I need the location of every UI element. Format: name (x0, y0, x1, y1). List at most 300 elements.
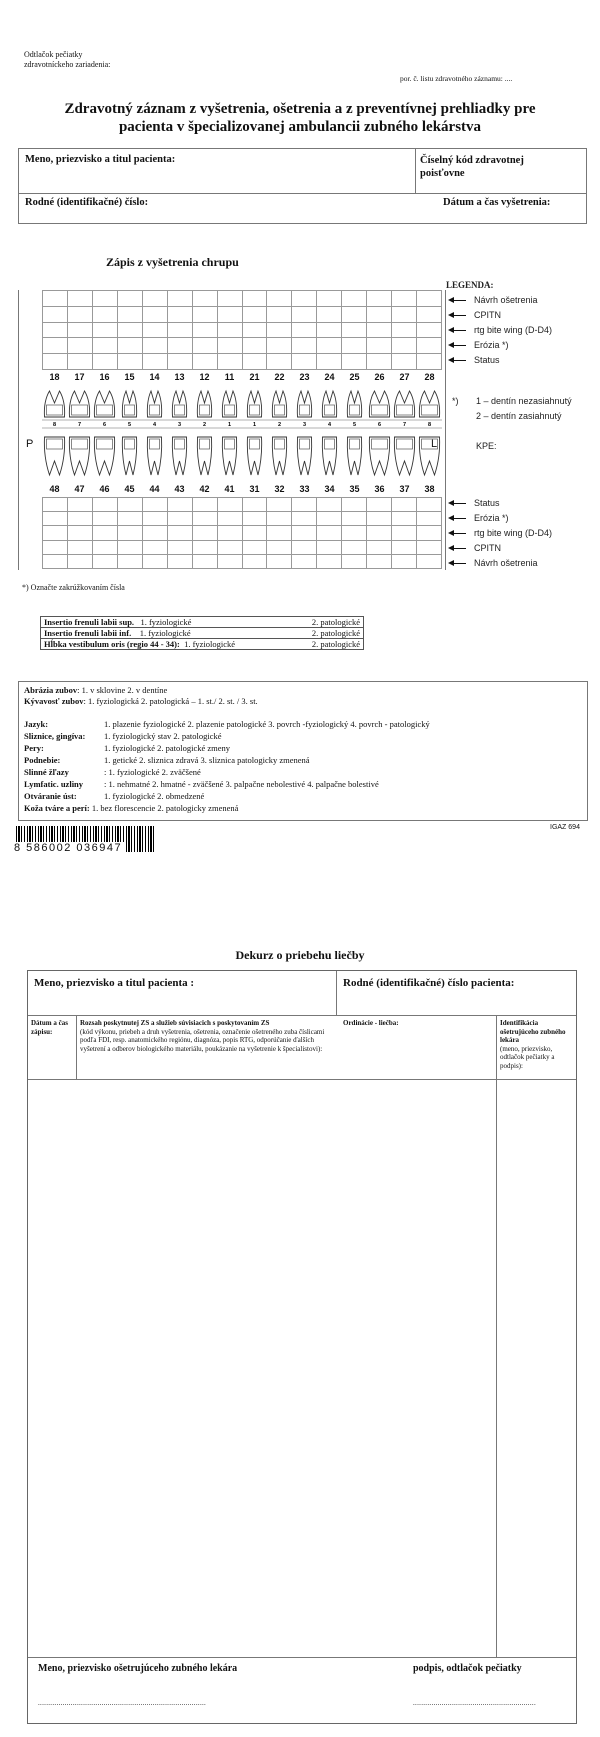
legend-label: Návrh ošetrenia (474, 295, 538, 305)
notation-cell[interactable] (43, 498, 68, 512)
tooth-number[interactable]: 26 (374, 372, 385, 382)
notation-cell[interactable] (292, 306, 317, 322)
notation-cell[interactable] (242, 498, 267, 512)
legend-label: rtg bite wing (D-D4) (474, 325, 553, 335)
tooth-number[interactable]: 45 (124, 484, 135, 494)
notation-cell[interactable] (367, 306, 392, 322)
notation-cell[interactable] (292, 540, 317, 554)
notation-cell[interactable] (167, 512, 192, 526)
tooth-number[interactable]: 13 (174, 372, 185, 382)
birth-number-field[interactable]: Rodné (identifikačné) číslo: (25, 197, 149, 208)
notation-cell[interactable] (392, 338, 417, 354)
notation-cell[interactable] (43, 322, 68, 338)
dekurz-title: Dekurz o priebehu liečby (235, 948, 365, 962)
notation-cell[interactable] (117, 306, 142, 322)
notation-cell[interactable] (192, 512, 217, 526)
notation-cell[interactable] (292, 322, 317, 338)
exam-findings-box (18, 681, 588, 821)
dekurz-name-field[interactable]: Meno, priezvisko a titul pacienta : (34, 977, 195, 989)
legend-item (448, 528, 552, 538)
notation-cell[interactable] (167, 554, 192, 568)
notation-cell[interactable] (292, 512, 317, 526)
notation-cell[interactable] (92, 526, 117, 540)
notation-cell[interactable] (142, 322, 167, 338)
tooth-small-number: 7 (402, 422, 407, 428)
arrow-left-icon (448, 341, 466, 350)
notation-cell[interactable] (292, 338, 317, 354)
notation-cell[interactable] (342, 322, 367, 338)
tooth-small-number: 3 (302, 422, 307, 428)
tooth-number[interactable]: 38 (424, 484, 435, 494)
legend-item (448, 498, 500, 508)
tooth-number[interactable]: 44 (149, 484, 160, 494)
tooth-small-number: 2 (202, 422, 207, 428)
dekurz-entry-area[interactable] (28, 1079, 496, 1657)
notation-cell[interactable] (267, 498, 292, 512)
lower-tooth-numbers (42, 482, 442, 498)
pery-options[interactable]: 1. fyziologické 2. patologické zmeny (104, 743, 231, 753)
notation-cell[interactable] (342, 526, 367, 540)
notation-cell[interactable] (317, 306, 342, 322)
tooth-number[interactable]: 35 (349, 484, 360, 494)
notation-cell[interactable] (292, 554, 317, 568)
notation-cell[interactable] (392, 512, 417, 526)
tooth-number[interactable]: 43 (174, 484, 185, 494)
sliznice-row[interactable] (24, 731, 222, 741)
tooth-small-number: 3 (177, 422, 182, 428)
notation-cell[interactable] (217, 540, 242, 554)
notation-cell[interactable] (92, 322, 117, 338)
tooth-number[interactable]: 41 (224, 484, 235, 494)
tooth-icon (147, 391, 161, 475)
otvaranie-options[interactable]: 1. fyziologické 2. obmedzené (104, 791, 205, 801)
notation-cell[interactable] (117, 526, 142, 540)
tooth-icon (322, 391, 336, 475)
koza-options[interactable]: 1. bez florescencie 2. patologicky zmenená (91, 803, 239, 813)
notation-cell[interactable] (67, 354, 92, 370)
notation-cell[interactable] (92, 554, 117, 568)
tooth-number[interactable]: 24 (324, 372, 335, 382)
notation-cell[interactable] (367, 338, 392, 354)
legend-label: Status (474, 355, 500, 365)
frenulum-sup-label: Insertio frenuli labii sup. (44, 617, 135, 627)
tooth-small-number: 6 (377, 422, 382, 428)
legend-note-1: 1 – dentín nezasiahnutý (476, 396, 572, 406)
notation-cell[interactable] (292, 498, 317, 512)
notation-cell[interactable] (167, 322, 192, 338)
notation-cell[interactable] (342, 291, 367, 307)
legend-label: Erózia *) (474, 340, 509, 350)
frenulum-row[interactable] (41, 617, 364, 628)
dekurz-table (27, 970, 577, 1724)
legend-item (448, 340, 509, 350)
notation-cell[interactable] (43, 554, 68, 568)
legend-item (448, 355, 500, 365)
notation-cell[interactable] (367, 554, 392, 568)
notation-cell[interactable] (417, 306, 442, 322)
notation-cell[interactable] (242, 306, 267, 322)
notation-cell[interactable] (392, 354, 417, 370)
notation-cell[interactable] (167, 354, 192, 370)
notation-cell[interactable] (392, 498, 417, 512)
notation-cell[interactable] (217, 526, 242, 540)
notation-cell[interactable] (142, 306, 167, 322)
tooth-number[interactable]: 25 (349, 372, 360, 382)
notation-cell[interactable] (242, 540, 267, 554)
notation-cell[interactable] (417, 338, 442, 354)
notation-cell[interactable] (367, 498, 392, 512)
tooth-small-number: 7 (77, 422, 82, 428)
notation-cell[interactable] (417, 540, 442, 554)
notation-cell[interactable] (217, 306, 242, 322)
notation-cell[interactable] (267, 322, 292, 338)
tooth-number[interactable]: 31 (249, 484, 260, 494)
notation-cell[interactable] (242, 322, 267, 338)
notation-cell[interactable] (367, 512, 392, 526)
sliznice-options[interactable]: 1. fyziologický stav 2. patologické (104, 731, 222, 741)
col-date-header: Dátum a čas zápisu: (31, 1019, 68, 1036)
tooth-icon (247, 391, 261, 475)
notation-cell[interactable] (242, 512, 267, 526)
arrow-left-icon (448, 559, 466, 568)
notation-cell[interactable] (317, 291, 342, 307)
notation-cell[interactable] (117, 354, 142, 370)
notation-cell[interactable] (92, 291, 117, 307)
notation-cell[interactable] (192, 540, 217, 554)
legend-label: Návrh ošetrenia (474, 558, 538, 568)
notation-cell[interactable] (217, 512, 242, 526)
notation-cell[interactable] (242, 554, 267, 568)
col-scope-header (80, 1019, 325, 1053)
notation-cell[interactable] (317, 498, 342, 512)
notation-cell[interactable] (417, 291, 442, 307)
notation-cell[interactable] (67, 322, 92, 338)
notation-cell[interactable] (92, 498, 117, 512)
notation-cell[interactable] (117, 540, 142, 554)
notation-cell[interactable] (167, 306, 192, 322)
kyvavost-options[interactable]: : 1. fyziologická 2. patologická – 1. st./ 2. st. / 3. st. (83, 696, 258, 706)
notation-cell[interactable] (267, 354, 292, 370)
notation-cell[interactable] (292, 354, 317, 370)
footnote: *) Označte zakrúžkovaním čísla (22, 583, 125, 592)
notation-cell[interactable] (392, 526, 417, 540)
notation-cell[interactable] (192, 306, 217, 322)
notation-cell[interactable] (142, 540, 167, 554)
notation-cell[interactable] (117, 554, 142, 568)
kyvavost-row[interactable] (24, 696, 258, 706)
notation-cell[interactable] (417, 498, 442, 512)
frenulum-row[interactable] (41, 639, 364, 650)
notation-cell[interactable] (142, 338, 167, 354)
tooth-number[interactable]: 47 (74, 484, 85, 494)
frenulum-inf-opt1[interactable]: 1. fyziologické (139, 628, 191, 638)
notation-cell[interactable] (242, 338, 267, 354)
notation-cell[interactable] (342, 540, 367, 554)
tooth-icon (347, 391, 361, 475)
slinne-row[interactable] (24, 767, 201, 777)
notation-cell[interactable] (92, 338, 117, 354)
notation-cell[interactable] (267, 306, 292, 322)
tooth-number[interactable]: 17 (74, 372, 85, 382)
notation-cell[interactable] (192, 526, 217, 540)
notation-cell[interactable] (67, 540, 92, 554)
notation-cell[interactable] (167, 526, 192, 540)
notation-cell[interactable] (367, 354, 392, 370)
notation-cell[interactable] (43, 512, 68, 526)
barcode-number: 8 586002 036947 (14, 842, 123, 854)
koza-label: Koža tváre a perí: (24, 803, 90, 813)
notation-cell[interactable] (367, 540, 392, 554)
legend-label: Erózia *) (474, 513, 509, 523)
frenulum-sup-opt2[interactable]: 2. patologické (311, 617, 360, 627)
notation-cell[interactable] (92, 354, 117, 370)
tooth-number[interactable]: 33 (299, 484, 310, 494)
notation-cell[interactable] (43, 291, 68, 307)
notation-cell[interactable] (217, 554, 242, 568)
legend-label: CPITN (474, 310, 501, 320)
otvaranie-row[interactable] (24, 791, 204, 801)
frenulum-sup-opt1[interactable]: 1. fyziologické (140, 617, 192, 627)
notation-cell[interactable] (342, 338, 367, 354)
notation-cell[interactable] (192, 291, 217, 307)
doctor-name-line[interactable]: .................................................................................. (38, 1699, 207, 1707)
notation-cell[interactable] (117, 291, 142, 307)
notation-cell[interactable] (267, 338, 292, 354)
notation-cell[interactable] (117, 338, 142, 354)
arrow-left-icon (448, 499, 466, 508)
notation-cell[interactable] (92, 540, 117, 554)
notation-cell[interactable] (192, 498, 217, 512)
tooth-number[interactable]: 32 (274, 484, 285, 494)
tooth-icon (172, 391, 186, 475)
tooth-icon (94, 391, 114, 475)
notation-cell[interactable] (217, 291, 242, 307)
notation-cell[interactable] (317, 540, 342, 554)
notation-cell[interactable] (392, 540, 417, 554)
tooth-number[interactable]: 22 (274, 372, 285, 382)
col-doctor-title: Identifikácia ošetrujúceho zubného lekára (500, 1019, 566, 1044)
notation-cell[interactable] (43, 338, 68, 354)
notation-cell[interactable] (342, 554, 367, 568)
dekurz-doctor-area[interactable] (497, 1079, 576, 1657)
frenulum-inf-label: Insertio frenuli labii inf. (44, 628, 132, 638)
notation-cell[interactable] (342, 354, 367, 370)
tooth-number[interactable]: 28 (424, 372, 435, 382)
notation-cell[interactable] (117, 498, 142, 512)
lower-notation-grid[interactable] (42, 497, 442, 569)
patient-name-field[interactable]: Meno, priezvisko a titul pacienta: (25, 154, 176, 165)
tooth-number[interactable]: 14 (149, 372, 160, 382)
notation-cell[interactable] (417, 554, 442, 568)
legend-note-2: 2 – dentín zasiahnutý (476, 411, 562, 421)
slinne-options[interactable]: : 1. fyziologické 2. zväčšené (104, 767, 201, 777)
notation-cell[interactable] (167, 338, 192, 354)
tooth-number[interactable]: 23 (299, 372, 310, 382)
tooth-number[interactable]: 16 (99, 372, 110, 382)
notation-cell[interactable] (192, 322, 217, 338)
stamp-label (24, 50, 110, 70)
notation-cell[interactable] (317, 322, 342, 338)
col-scope-text: (kód výkonu, priebeh a druh vyšetrenia, ošetrenia, označenie ošetreného zuba číslicami podľa FDI, resp. anatomického regiónu, diagnóza, popis RTG, odporúčanie ďalších vyšetrení a odberov biologického materiálu, poukázanie na vyšetrenie k špecialistovi): (80, 1027, 325, 1053)
podnebie-label: Podnebie: (24, 755, 61, 765)
notation-cell[interactable] (417, 526, 442, 540)
notation-cell[interactable] (392, 306, 417, 322)
col-scope-title: Rozsah poskytnutej ZS a služieb súvisiacich s poskytovaním ZS (80, 1019, 270, 1027)
notation-cell[interactable] (142, 498, 167, 512)
notation-cell[interactable] (242, 291, 267, 307)
kyvavost-label: Kývavosť zubov (24, 696, 84, 706)
vestibulum-opt2[interactable]: 2. patologické (311, 639, 360, 649)
notation-cell[interactable] (43, 526, 68, 540)
exam-datetime-field[interactable]: Dátum a čas vyšetrenia: (443, 197, 551, 208)
notation-cell[interactable] (142, 554, 167, 568)
notation-cell[interactable] (92, 306, 117, 322)
notation-cell[interactable] (267, 540, 292, 554)
side-right-patient: P (26, 438, 34, 450)
frenulum-row[interactable] (41, 628, 364, 639)
dental-chart-title: Zápis z vyšetrenia chrupu (106, 255, 239, 269)
notation-cell[interactable] (142, 354, 167, 370)
tooth-number[interactable]: 27 (399, 372, 410, 382)
notation-cell[interactable] (317, 554, 342, 568)
notation-cell[interactable] (417, 354, 442, 370)
notation-cell[interactable] (117, 512, 142, 526)
notation-cell[interactable] (417, 512, 442, 526)
footer-sign-label: podpis, odtlačok pečiatky (413, 1663, 522, 1674)
notation-cell[interactable] (142, 291, 167, 307)
title-line1: Zdravotný záznam z vyšetrenia, ošetrenia a z preventívnej prehliadky pre (64, 101, 536, 117)
abrazia-options[interactable]: : 1. v sklovine 2. v dentíne (77, 685, 168, 695)
tooth-number[interactable]: 11 (224, 372, 235, 382)
tooth-number[interactable]: 46 (99, 484, 110, 494)
notation-cell[interactable] (67, 498, 92, 512)
tooth-number[interactable]: 36 (374, 484, 385, 494)
podnebie-options[interactable]: 1. getické 2. sliznica zdravá 3. sliznica patologicky zmenená (104, 755, 310, 765)
notation-cell[interactable] (217, 354, 242, 370)
tooth-number[interactable]: 12 (199, 372, 210, 382)
notation-cell[interactable] (217, 338, 242, 354)
tooth-icon (394, 391, 414, 475)
notation-cell[interactable] (392, 322, 417, 338)
notation-cell[interactable] (67, 554, 92, 568)
notation-cell[interactable] (392, 554, 417, 568)
upper-notation-grid[interactable] (42, 290, 442, 370)
notation-cell[interactable] (43, 306, 68, 322)
notation-cell[interactable] (192, 354, 217, 370)
notation-cell[interactable] (117, 322, 142, 338)
tooth-icon (69, 391, 89, 475)
notation-cell[interactable] (267, 291, 292, 307)
notation-cell[interactable] (292, 291, 317, 307)
tooth-number[interactable]: 34 (324, 484, 335, 494)
notation-cell[interactable] (392, 291, 417, 307)
notation-cell[interactable] (242, 526, 267, 540)
legend-label: CPITN (474, 543, 501, 553)
notation-cell[interactable] (192, 338, 217, 354)
tooth-number[interactable]: 37 (399, 484, 410, 494)
tooth-number[interactable]: 18 (49, 372, 60, 382)
notation-cell[interactable] (267, 512, 292, 526)
tooth-small-number: 2 (277, 422, 282, 428)
notation-cell[interactable] (67, 291, 92, 307)
arrow-left-icon (448, 311, 466, 320)
jazyk-options[interactable]: 1. plazenie fyziologické 2. plazenie patologické 3. povrch -fyziologický 4. povrch - patologický (104, 719, 430, 729)
abrazia-label: Abrázia zubov (24, 685, 78, 695)
notation-cell[interactable] (217, 322, 242, 338)
lymfat-row[interactable] (24, 779, 379, 789)
notation-cell[interactable] (67, 338, 92, 354)
notation-cell[interactable] (317, 526, 342, 540)
notation-cell[interactable] (342, 306, 367, 322)
kpe-label: KPE: (476, 441, 497, 451)
notation-cell[interactable] (142, 526, 167, 540)
signature-line[interactable]: ............................................................ (413, 1699, 536, 1707)
tooth-number[interactable]: 21 (249, 372, 260, 382)
notation-cell[interactable] (67, 512, 92, 526)
notation-cell[interactable] (92, 512, 117, 526)
notation-cell[interactable] (167, 291, 192, 307)
tooth-small-number: 1 (227, 422, 232, 428)
notation-cell[interactable] (217, 498, 242, 512)
tooth-small-number: 4 (152, 422, 157, 428)
tooth-icon (369, 391, 389, 475)
notation-cell[interactable] (242, 354, 267, 370)
tooth-number[interactable]: 15 (124, 372, 135, 382)
notation-cell[interactable] (43, 540, 68, 554)
notation-cell[interactable] (417, 322, 442, 338)
frenulum-inf-opt2[interactable]: 2. patologické (311, 628, 360, 638)
legend-label: rtg bite wing (D-D4) (474, 528, 553, 538)
lymfat-options[interactable]: : 1. nehmatné 2. hmatné - zväčšené 3. palpačne nebolestivé 4. palpačne bolestivé (104, 779, 379, 789)
notation-cell[interactable] (367, 291, 392, 307)
tooth-number[interactable]: 48 (49, 484, 60, 494)
podnebie-row[interactable] (24, 755, 310, 765)
notation-cell[interactable] (67, 306, 92, 322)
title-line2: pacienta v špecializovanej ambulancii zubného lekárstva (118, 119, 482, 135)
notation-cell[interactable] (167, 498, 192, 512)
lymfat-label: Lymfatic. uzliny (24, 779, 84, 789)
tooth-number[interactable]: 42 (199, 484, 210, 494)
notation-cell[interactable] (342, 498, 367, 512)
notation-cell[interactable] (67, 526, 92, 540)
notation-cell[interactable] (367, 322, 392, 338)
vestibulum-opt1[interactable]: 1. fyziologické (184, 639, 236, 649)
notation-cell[interactable] (192, 554, 217, 568)
notation-cell[interactable] (317, 338, 342, 354)
insurer-code-field[interactable] (420, 154, 524, 180)
col-orders-header: Ordinácie - liečba: (343, 1019, 399, 1027)
notation-cell[interactable] (167, 540, 192, 554)
dekurz-id-field[interactable]: Rodné (identifikačné) číslo pacienta: (343, 977, 515, 989)
tooth-icon (122, 391, 136, 475)
notation-cell[interactable] (267, 526, 292, 540)
pery-row[interactable] (24, 743, 230, 753)
notation-cell[interactable] (342, 512, 367, 526)
otvaranie-label: Otváranie úst: (24, 791, 77, 801)
koza-row[interactable] (24, 803, 238, 813)
patient-info-box (18, 148, 587, 224)
notation-cell[interactable] (317, 354, 342, 370)
notation-cell[interactable] (367, 526, 392, 540)
notation-cell[interactable] (317, 512, 342, 526)
notation-cell[interactable] (267, 554, 292, 568)
jazyk-row[interactable] (24, 719, 430, 729)
notation-cell[interactable] (43, 354, 68, 370)
frenulum-table (40, 616, 364, 650)
notation-cell[interactable] (142, 512, 167, 526)
notation-cell[interactable] (292, 526, 317, 540)
abrazia-row[interactable] (24, 685, 167, 695)
